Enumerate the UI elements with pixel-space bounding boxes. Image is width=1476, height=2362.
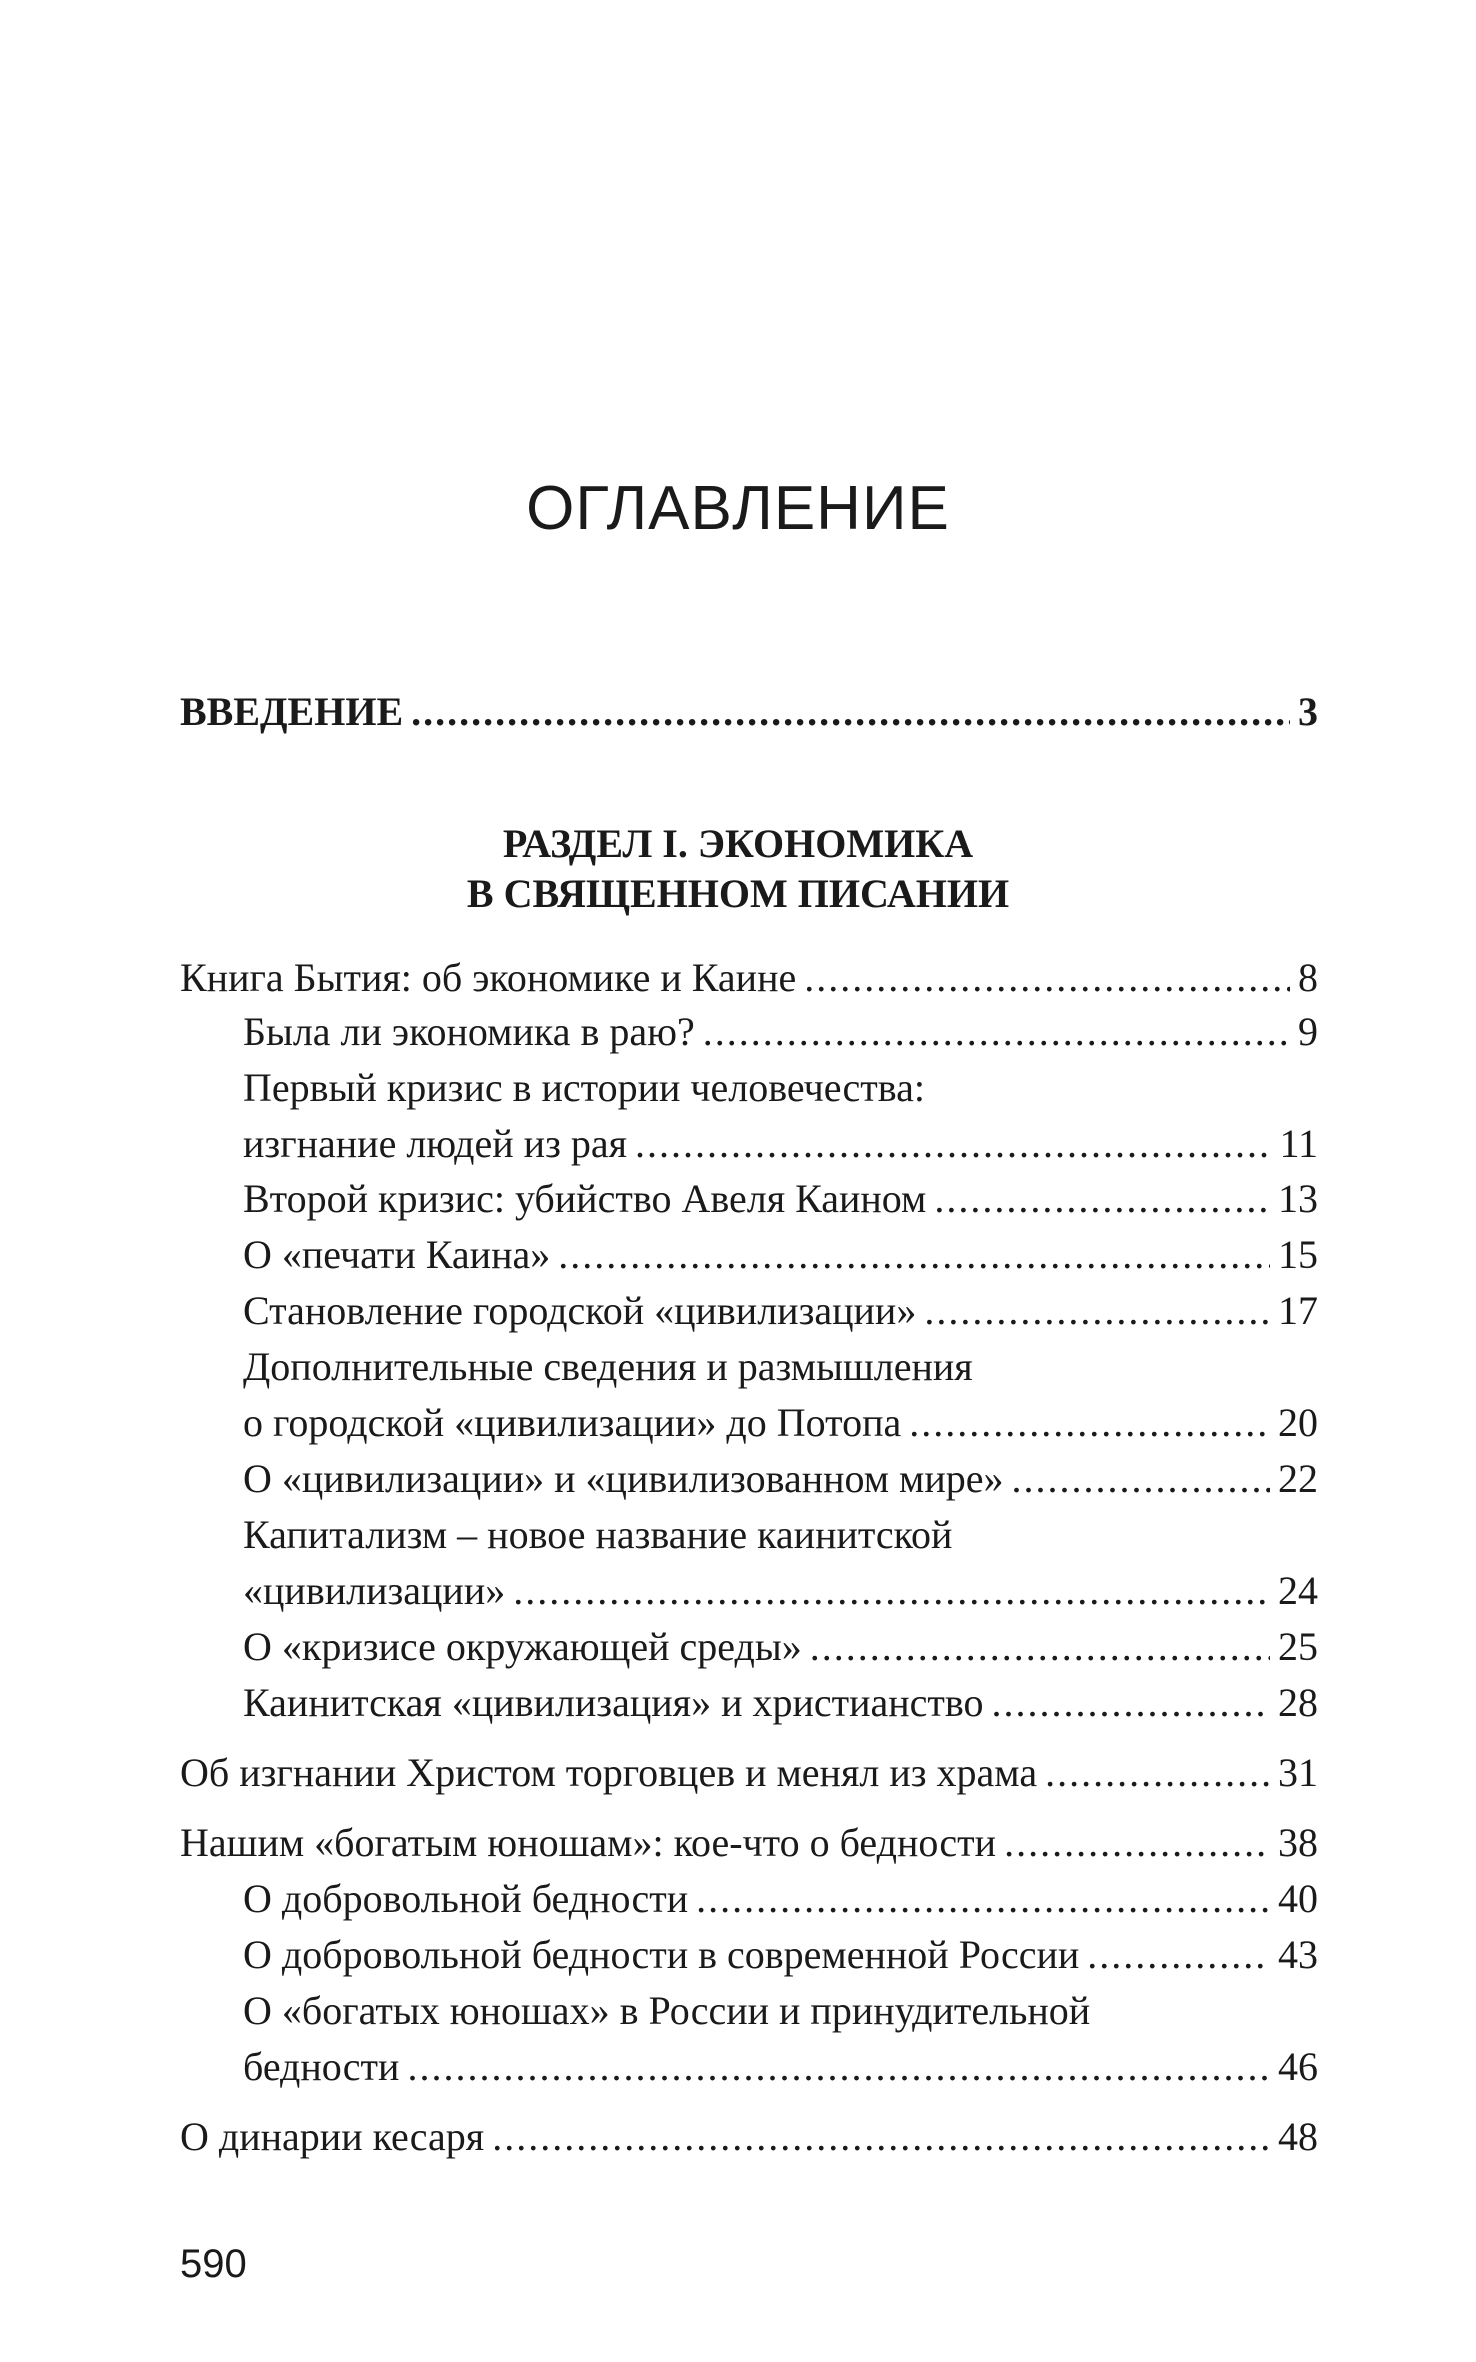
dot-leader [1012, 1455, 1270, 1503]
toc-entry-title: бедности [243, 2044, 400, 2089]
toc-entry-title: изгнание людей из рая [243, 1121, 628, 1166]
dot-leader [411, 688, 1290, 736]
toc-entry-title: Книга Бытия: об экономике и Каине [180, 955, 797, 1000]
toc-entry-title: Каинитская «цивилизация» и христианство [243, 1680, 984, 1725]
toc-subentry-first-line: Дополнительные сведения и размышления [243, 1344, 973, 1389]
toc-subentry[interactable] [243, 1455, 1318, 1503]
toc-subentry-first-line: Первый кризис в истории человечества: [243, 1065, 925, 1110]
page-title: ОГЛАВЛЕНИЕ [526, 474, 950, 543]
toc-entry-title: Нашим «богатым юношам»: кое-что о бедности [180, 1820, 997, 1865]
toc-subentry[interactable] [243, 1120, 1318, 1168]
dot-leader [635, 1120, 1271, 1168]
toc-entry-page: 48 [1278, 2114, 1318, 2159]
toc-subentry[interactable] [243, 1008, 1318, 1056]
toc-entry-title: О добровольной бедности в современной России [243, 1932, 1080, 1977]
toc-entry-page: 8 [1298, 955, 1318, 1000]
dot-leader [1087, 1931, 1270, 1979]
toc-entry-introduction[interactable] [180, 688, 1318, 736]
dot-leader [810, 1623, 1270, 1671]
toc-subentry[interactable] [243, 1175, 1318, 1223]
toc-entry-page: 46 [1278, 2044, 1318, 2089]
toc-subentry-first-line: Капитализм – новое название каинитской [243, 1512, 953, 1557]
toc-subentry[interactable] [243, 1875, 1318, 1923]
toc-subentry[interactable] [243, 1399, 1318, 1447]
toc-entry-title: Была ли экономика в раю? [243, 1009, 695, 1054]
dot-leader [492, 2113, 1270, 2161]
page-number: 590 [180, 2242, 247, 2286]
toc-subentry[interactable] [243, 1567, 1318, 1615]
toc-entry-title: О динарии кесаря [180, 2114, 485, 2159]
dot-leader [407, 2043, 1270, 2091]
toc-entry-page: 24 [1278, 1568, 1318, 1613]
dot-leader [992, 1679, 1270, 1727]
toc-entry[interactable] [180, 1819, 1318, 1867]
toc-entry[interactable] [180, 954, 1318, 1002]
dot-leader [696, 1875, 1270, 1923]
toc-entry-title: Становление городской «цивилизации» [243, 1288, 917, 1333]
toc-entry-page: 40 [1278, 1876, 1318, 1921]
toc-entry-page: 25 [1278, 1624, 1318, 1669]
toc-subentry[interactable] [243, 1623, 1318, 1671]
section-heading-line1: РАЗДЕЛ I. ЭКОНОМИКА [502, 821, 974, 866]
dot-leader [934, 1175, 1270, 1223]
dot-leader [924, 1287, 1270, 1335]
toc-entry-title: Об изгнании Христом торговцев и менял из храма [180, 1750, 1038, 1795]
toc-entry-title: О «печати Каина» [243, 1232, 551, 1277]
toc-subentry[interactable] [243, 1931, 1318, 1979]
toc-entry-title: о городской «цивилизации» до Потопа [243, 1400, 902, 1445]
dot-leader [804, 954, 1290, 1002]
dot-leader [1004, 1819, 1270, 1867]
toc-entry-page: 20 [1278, 1400, 1318, 1445]
toc-subentry[interactable] [243, 1679, 1318, 1727]
toc-entry-title: Второй кризис: убийство Авеля Каином [243, 1176, 927, 1221]
toc-entry-title: О «кризисе окружающей среды» [243, 1624, 802, 1669]
toc-entry-page: 31 [1278, 1750, 1318, 1795]
toc-entry-page: 43 [1278, 1932, 1318, 1977]
dot-leader [558, 1231, 1270, 1279]
dot-leader [703, 1008, 1290, 1056]
toc-entry-page: 38 [1278, 1820, 1318, 1865]
toc-subentry[interactable] [243, 1231, 1318, 1279]
toc-entry-page: 15 [1278, 1232, 1318, 1277]
toc-entry-page: 22 [1278, 1456, 1318, 1501]
toc-entry-page: 17 [1278, 1288, 1318, 1333]
toc-entry-page: 9 [1298, 1009, 1318, 1054]
toc-subentry[interactable] [243, 1287, 1318, 1335]
toc-entry-title: ВВЕДЕНИЕ [180, 689, 404, 734]
dot-leader [513, 1567, 1270, 1615]
toc-subentry[interactable] [243, 2043, 1318, 2091]
section-heading-line2: В СВЯЩЕННОМ ПИСАНИИ [466, 871, 1010, 916]
toc-entry-page: 3 [1298, 689, 1318, 734]
toc-entry-title: О добровольной бедности [243, 1876, 689, 1921]
toc-entry-page: 11 [1279, 1121, 1318, 1166]
toc-subentry-first-line: О «богатых юношах» в России и принудительной [243, 1988, 1091, 2033]
toc-entry-page: 13 [1278, 1176, 1318, 1221]
dot-leader [1045, 1749, 1270, 1797]
toc-entry[interactable] [180, 1749, 1318, 1797]
toc-entry-title: «цивилизации» [243, 1568, 506, 1613]
dot-leader [909, 1399, 1270, 1447]
toc-entry-title: О «цивилизации» и «цивилизованном мире» [243, 1456, 1004, 1501]
toc-entry-page: 28 [1278, 1680, 1318, 1725]
toc-entry[interactable] [180, 2113, 1318, 2161]
